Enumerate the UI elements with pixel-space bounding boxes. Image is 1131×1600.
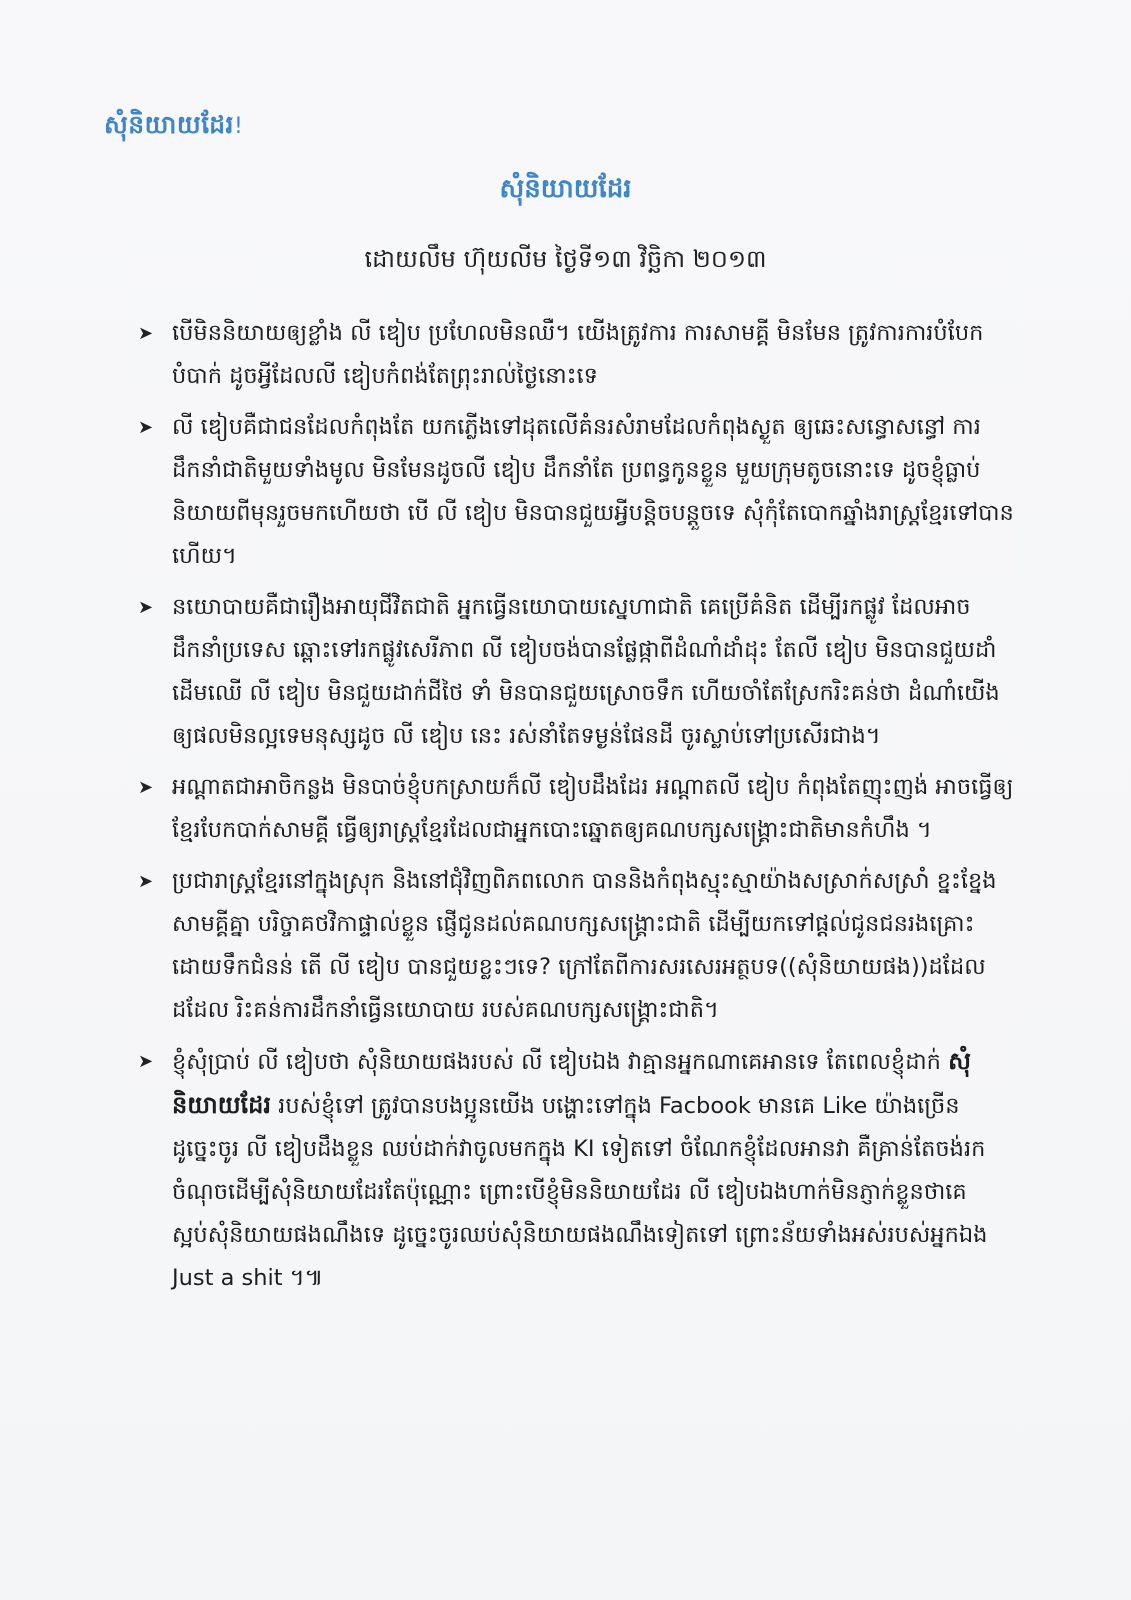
list-item [138, 860, 1018, 1032]
list-item-text: បើមិននិយាយឲ្យខ្លាំង លី ឌៀប ប្រហែលមិនឈឺ។ យើងត្រូវការ ការសាមគ្គី មិនមែន ត្រូវការការបំបែកបំបាក់ ដូចអ្វីដែលលី ឌៀបកំពង់តែព្រុះរាល់ថ្ងៃនោះទេ [172, 320, 984, 389]
list-item [138, 406, 1018, 578]
list-item [138, 1040, 1018, 1300]
header-title-mark: ! [233, 114, 244, 139]
header-title [104, 110, 243, 146]
list-item [138, 766, 1018, 852]
document-title: សុំនិយាយដែរ [499, 174, 632, 204]
arrowhead-bullet-icon: ➤ [138, 417, 154, 438]
list-item-emphasis: សុំនិយាយដែរ [172, 1047, 971, 1119]
header-title-text: សុំនិយាយដែរ [104, 110, 234, 139]
list-item-text-before: ខ្ញុំសុំប្រាប់ លី ឌៀបថា សុំនិយាយផងរបស់ លី ឌៀបឯង វាគ្មានអ្នកណាគេអានទេ តែពេលខ្ញុំដាក់ [172, 1049, 949, 1075]
arrowhead-bullet-icon: ➤ [138, 597, 154, 618]
arrowhead-bullet-icon: ➤ [138, 871, 154, 892]
list-item-text: នយោបាយគឺជារឿងអាយុជីវិតជាតិ អ្នកធ្វើនយោបាយស្នេហាជាតិ គេប្រើគំនិត ដើម្បីរកផ្លូវ ដែលអាចដឹកនាំប្រទេស ឆ្ពោះទៅរកផ្លូវសេរីភាព លី ឌៀបចង់បានផ្លែផ្កាពីដំណាំដាំដុះ តែលី ឌៀប មិនបានជួយដាំដើមឈើ លី ឌៀប មិនជួយដាក់ជីថៃ ទាំ មិនបានជួយស្រោចទឹក ហើយចាំតែស្រែករិះគន់ថា ដំណាំយើងឲ្យផលមិនល្អទេមនុស្សដូច លី ឌៀប នេះ រស់នាំតែទម្ងន់ផែនដី ចូរស្លាប់ទៅប្រសើរជាង។ [172, 594, 1000, 749]
document-byline: ដោយលឹម ហ៊ុយលីម ថ្ងៃទី១៣ វិច្ឆិកា ២០១៣ [364, 245, 767, 273]
arrowhead-bullet-icon: ➤ [138, 1051, 154, 1072]
list-item-text: លី ឌៀបគឺជាជនដែលកំពុងតែ យកភ្លើងទៅដុតលើគំនរសំរាមដែលកំពុងស្ងួត ឲ្យឆេះសន្ធោសន្ធៅ ការដឹកនាំជាតិមួយទាំងមូល មិនមែនដូចលី ឌៀប ដឹកនាំតែ ប្រពន្ធកូនខ្លួន មួយក្រុមតូចនោះទេ ដូចខ្ញុំធ្លាប់និយាយពីមុនរួចមកហើយថា បើ លី ឌៀប មិនបានជួយអ្វីបន្តិចបន្តួចទេ សុំកុំតែបោកឆ្នាំងរាស្ត្រខ្មែរទៅបានហើយ។ [172, 414, 1014, 569]
arrowhead-bullet-icon: ➤ [138, 777, 154, 798]
list-item-text-after: របស់ខ្ញុំទៅ ត្រូវបានបងប្អូនយើង បង្ហោះទៅក្នុង Facbook មានគេ Like យ៉ាងច្រើន ដូច្នេះចូរ លី ឌៀបដឹងខ្លួន ឈប់ដាក់វាចូលមកក្នុង KI ទៀតទៅ ចំណែកខ្ញុំដែលអានវា គឺគ្រាន់តែចង់រកចំណុចដើម្បីសុំនិយាយដែរតែប៉ុណ្ណោះ ព្រោះបើខ្ញុំមិននិយាយដែរ លី ឌៀបឯងហាក់មិនភ្ញាក់ខ្លួនថាគេស្អប់សុំនិយាយផងណឹងទេ ដូច្នេះចូរឈប់សុំនិយាយផងណឹងទៀតទៅ ព្រោះន័យទាំងអស់របស់អ្នកឯង Just a shit ។៕ [172, 1093, 988, 1291]
list-item [138, 586, 1018, 758]
list-item [138, 312, 1018, 398]
arrowhead-bullet-icon: ➤ [138, 323, 154, 344]
bullet-list [138, 312, 1018, 1308]
list-item-text [172, 1040, 1018, 1300]
list-item-text: អណ្ដាតជាអាចិកន្លង មិនបាច់ខ្ញុំបកស្រាយក៏លី ឌៀបដឹងដែរ អណ្ដាតលី ឌៀប កំពុងតែញុះញង់ អាចធ្វើឲ្យខ្មែរបែកបាក់សាមគ្គី ធ្វើឲ្យរាស្ត្រខ្មែរដែលជាអ្នកបោះឆ្នោតឲ្យគណបក្សសង្គ្រោះជាតិមានកំហឹង ។ [172, 774, 1014, 843]
list-item-text: ប្រជារាស្ត្រខ្មែរនៅក្នុងស្រុក និងនៅជុំវិញពិភពលោក បាននិងកំពុងស្មុះស្មាយ៉ាងសស្រាក់សស្រាំ ខ្នះខ្នែងសាមគ្គីគ្នា បរិច្ចាគថវិកាផ្ទាល់ខ្លួន ផ្ញើជូនដល់គណបក្សសង្គ្រោះជាតិ ដើម្បីយកទៅផ្ដល់ជូនជនរងគ្រោះដោយទឹកជំនន់ តើ លី ឌៀប បានជួយខ្លះៗទេ? ក្រៅតែពីការសរសេរអត្ថបទ((សុំនិយាយផង))ដដែលដដែល រិះគន់ការដឹកនាំធ្វើនយោបាយ របស់គណបក្សសង្គ្រោះជាតិ។ [172, 868, 997, 1023]
